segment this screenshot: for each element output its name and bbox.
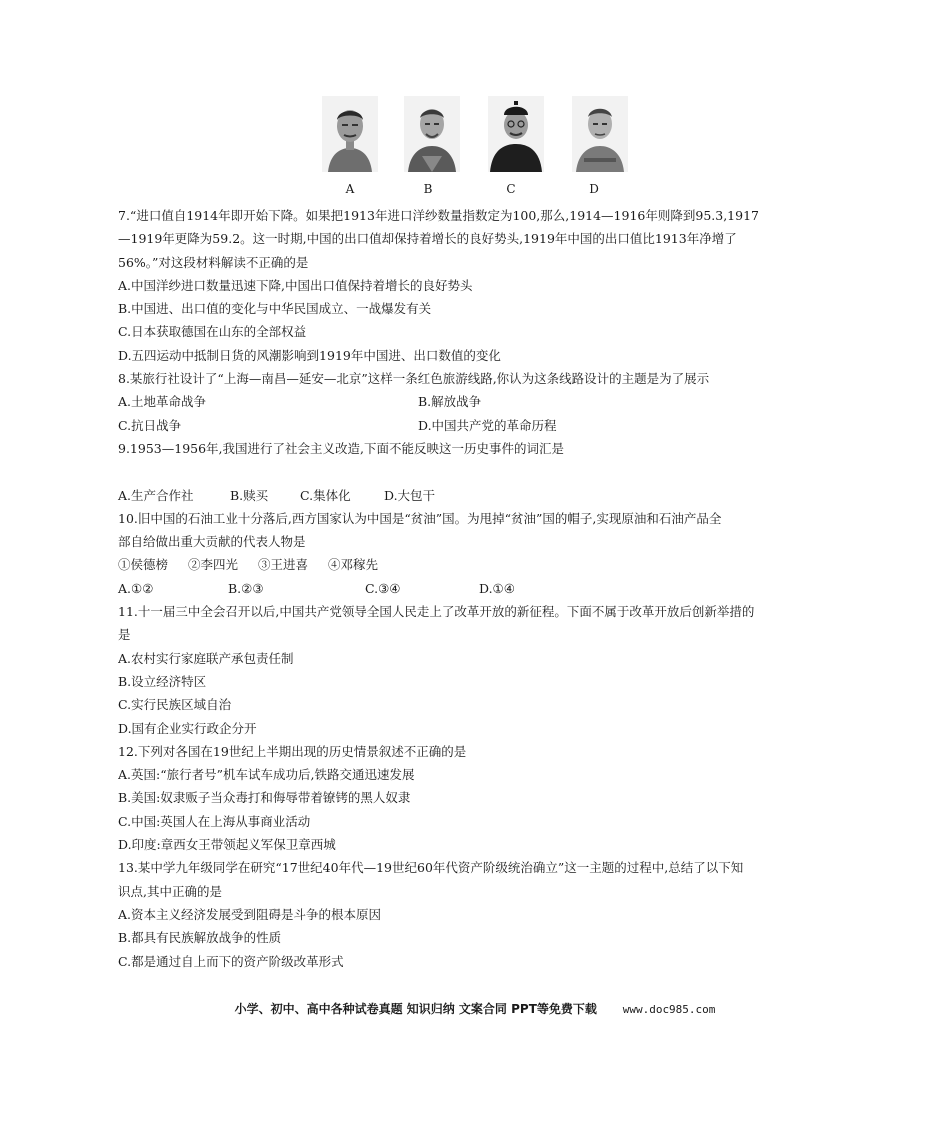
question-11-option-c: C.实行民族区域自治 — [118, 697, 232, 713]
footer-text: 小学、初中、高中各种试卷真题 知识归纳 文案合同 PPT等免费下载 — [234, 1002, 597, 1016]
portrait-photo-a — [322, 96, 378, 172]
question-8-option-a: A.土地革命战争 — [118, 394, 207, 410]
portrait-label-a: A — [345, 182, 355, 196]
question-9-option-d: D.大包干 — [384, 487, 436, 503]
question-10-option-d: D.①④ — [479, 580, 515, 596]
question-9-option-a: A.生产合作社 — [118, 487, 194, 503]
question-10-item-1: ①侯德榜 — [118, 557, 169, 573]
question-8-options-row-1 — [118, 390, 838, 413]
question-7-option-d: D.五四运动中抵制日货的风潮影响到1919年中国进、出口数值的变化 — [118, 347, 501, 363]
question-12-stem: 12.下列对各国在19世纪上半期出现的历史情景叙述不正确的是 — [118, 743, 467, 759]
question-9-option-b: B.赎买 — [230, 487, 269, 503]
question-8-option-d: D.中国共产党的革命历程 — [418, 417, 557, 433]
question-11-option-a: A.农村实行家庭联产承包责任制 — [118, 650, 294, 666]
question-13-stem-line-1: 13.某中学九年级同学在研究“17世纪40年代—19世纪60年代资产阶级统治确立”这一主题的过程中,总结了以下知 — [118, 860, 744, 876]
question-7-stem-line-2: —1919年更降为59.2。这一时期,中国的出口值却保持着增长的良好势头,1919年中国的出口值比1913年净增了 — [118, 231, 737, 247]
question-8-options-row-2 — [118, 414, 838, 437]
portrait-photo-b — [404, 96, 460, 172]
question-10-option-b: B.②③ — [228, 580, 264, 596]
question-10-item-3: ③王进喜 — [258, 557, 309, 573]
question-7-stem-line-1: 7.“进口值自1914年即开始下降。如果把1913年进口洋纱数量指数定为100,那么,1914—1916年则降到95.3,1917 — [118, 208, 759, 223]
question-10-options-row — [118, 577, 838, 600]
question-9-option-c: C.集体化 — [300, 487, 351, 503]
question-13-option-c: C.都是通过自上而下的资产阶级改革形式 — [118, 953, 344, 969]
question-8-option-c: C.抗日战争 — [118, 417, 182, 433]
portrait-label-d: D — [589, 182, 599, 196]
question-10-item-2: ②李四光 — [188, 557, 239, 573]
question-11-option-d: D.国有企业实行政企分开 — [118, 720, 257, 736]
question-7-option-c: C.日本获取德国在山东的全部权益 — [118, 324, 307, 340]
question-12-option-a: A.英国:“旅行者号”机车试车成功后,铁路交通迅速发展 — [118, 767, 415, 783]
portrait-label-c: C — [506, 182, 516, 196]
question-10-option-c: C.③④ — [365, 580, 401, 596]
question-8-option-b: B.解放战争 — [418, 394, 482, 410]
question-8-stem: 8.某旅行社设计了“上海—南昌—延安—北京”这样一条红色旅游线路,你认为这条线路设计的主题是为了展示 — [118, 371, 710, 387]
question-12-option-c: C.中国:英国人在上海从事商业活动 — [118, 813, 311, 829]
question-7-option-b: B.中国进、出口值的变化与中华民国成立、一战爆发有关 — [118, 301, 432, 317]
question-7-option-a: A.中国洋纱进口数量迅速下降,中国出口值保持着增长的良好势头 — [118, 277, 473, 293]
question-10-item-4: ④邓稼先 — [328, 557, 379, 573]
question-10-stem-line-2: 部自给做出重大贡献的代表人物是 — [118, 534, 306, 550]
portrait-figure — [322, 96, 632, 176]
page-footer — [0, 1000, 950, 1017]
question-12-option-d: D.印度:章西女王带领起义军保卫章西城 — [118, 837, 336, 853]
question-13-option-b: B.都具有民族解放战争的性质 — [118, 930, 282, 946]
portrait-labels — [322, 182, 632, 200]
question-11-stem-line-1: 11.十一届三中全会召开以后,中国共产党领导全国人民走上了改革开放的新征程。下面不属于改革开放后创新举措的 — [118, 604, 755, 620]
portrait-label-b: B — [423, 182, 433, 196]
question-13-option-a: A.资本主义经济发展受到阻碍是斗争的根本原因 — [118, 906, 382, 922]
footer-url[interactable]: www.doc985.com — [622, 1003, 716, 1016]
question-11-stem-line-2: 是 — [118, 627, 131, 643]
question-12-option-b: B.美国:奴隶贩子当众毒打和侮辱带着镣铐的黑人奴隶 — [118, 790, 411, 806]
portrait-photo-d — [572, 96, 628, 172]
question-10-items-row — [118, 553, 838, 576]
blank-line — [118, 460, 838, 483]
question-9-options-row — [118, 484, 838, 507]
question-10-stem-line-1: 10.旧中国的石油工业十分落后,西方国家认为中国是“贫油”国。为甩掉“贫油”国的帽子,实现原油和石油产品全 — [118, 510, 722, 526]
portrait-photo-c — [488, 96, 544, 172]
question-13-stem-line-2: 识点,其中正确的是 — [118, 883, 222, 899]
question-10-option-a: A.①② — [118, 580, 154, 596]
question-9-stem: 9.1953—1956年,我国进行了社会主义改造,下面不能反映这一历史事件的词汇是 — [118, 440, 564, 456]
question-7-stem-line-3: 56%。”对这段材料解读不正确的是 — [118, 254, 309, 270]
question-11-option-b: B.设立经济特区 — [118, 673, 207, 689]
question-list — [118, 204, 838, 973]
